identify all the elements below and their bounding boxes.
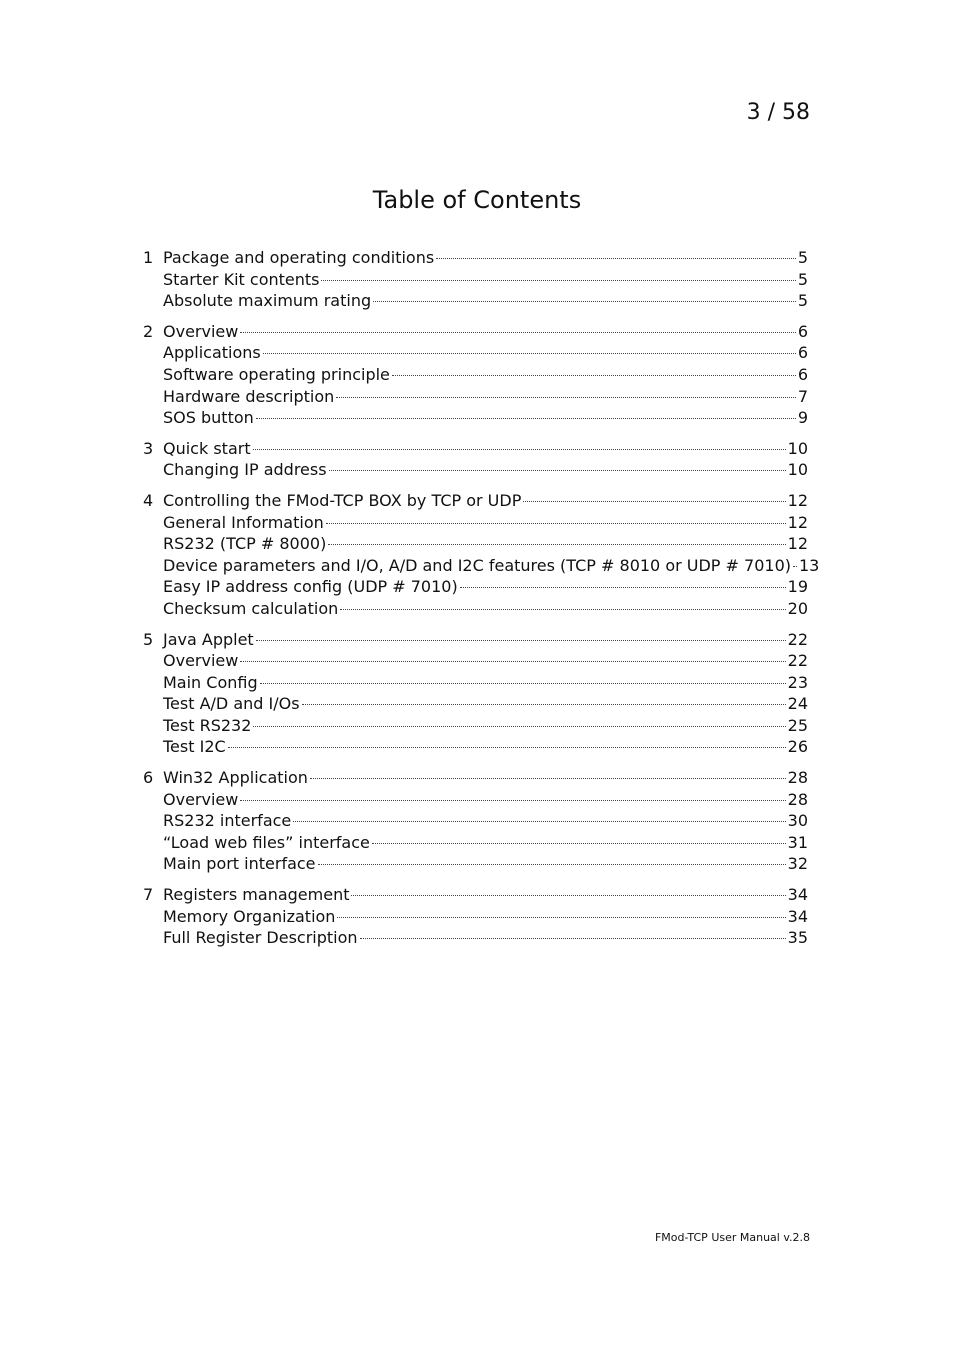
- toc-entry-label: Software operating principle: [163, 364, 390, 384]
- toc-chapter-entry[interactable]: [143, 247, 808, 269]
- toc-entry-label: Memory Organization: [163, 906, 336, 926]
- toc-entry-page: 25: [787, 715, 808, 735]
- toc-subsection-entry[interactable]: [143, 736, 808, 758]
- dot-leader: [351, 895, 785, 896]
- toc-entry-page: 34: [787, 906, 808, 926]
- toc-chapter-number: 5: [143, 629, 154, 649]
- dot-leader: [310, 778, 786, 779]
- toc-entry-page: 10: [787, 460, 808, 480]
- toc-subsection-entry[interactable]: [143, 269, 808, 291]
- toc-entry-label: Quick start: [163, 438, 251, 458]
- toc-entry-page: 12: [787, 490, 808, 510]
- toc-entry-label: Controlling the FMod-TCP BOX by TCP or UDP: [163, 490, 522, 510]
- dot-leader: [256, 640, 786, 641]
- toc-entry-page: 26: [787, 737, 808, 757]
- toc-entry-page: 28: [787, 768, 808, 788]
- toc-entry-label: Hardware description: [163, 386, 335, 406]
- toc-subsection-entry[interactable]: [143, 576, 808, 598]
- toc-entry-page: 31: [787, 832, 808, 852]
- toc-entry-page: 30: [787, 811, 808, 831]
- toc-subsection-entry[interactable]: [143, 598, 808, 620]
- dot-leader: [253, 726, 785, 727]
- dot-leader: [302, 704, 786, 705]
- toc-entry-label: Checksum calculation: [163, 598, 339, 618]
- toc-entry-page: 34: [787, 885, 808, 905]
- toc-entry-page: 12: [787, 512, 808, 532]
- toc-entry-page: 7: [797, 386, 808, 406]
- toc-subsection-entry[interactable]: [143, 927, 808, 949]
- toc-entry-page: 23: [787, 672, 808, 692]
- toc-subsection-entry[interactable]: [143, 290, 808, 312]
- toc-chapter-entry[interactable]: [143, 490, 808, 512]
- toc-entry-label: General Information: [163, 512, 324, 532]
- dot-leader: [260, 683, 786, 684]
- dot-leader: [240, 800, 785, 801]
- toc-entry-label: Java Applet: [163, 629, 254, 649]
- toc-subsection-entry[interactable]: [143, 715, 808, 737]
- dot-leader: [336, 397, 796, 398]
- toc-subsection-entry[interactable]: [143, 832, 808, 854]
- toc-entry-label: Easy IP address config (UDP # 7010): [163, 577, 458, 597]
- toc-entry-page: 12: [787, 534, 808, 554]
- toc-entry-label: Starter Kit contents: [163, 269, 320, 289]
- dot-leader: [360, 938, 786, 939]
- page-number: 3 / 58: [746, 100, 810, 125]
- dot-leader: [793, 566, 797, 567]
- dot-leader: [263, 353, 796, 354]
- toc-section: [143, 629, 808, 759]
- toc-chapter-number: 1: [143, 248, 154, 267]
- toc-subsection-entry[interactable]: [143, 672, 808, 694]
- toc-subsection-entry[interactable]: [143, 555, 820, 577]
- toc-chapter-entry[interactable]: [143, 438, 808, 460]
- dot-leader: [337, 917, 785, 918]
- toc-entry-page: 9: [797, 408, 808, 428]
- toc-subsection-entry[interactable]: [143, 906, 808, 928]
- toc-entry-label: Applications: [163, 343, 261, 363]
- dot-leader: [240, 661, 785, 662]
- toc-chapter-number: 3: [143, 438, 154, 458]
- toc-entry-page: 22: [787, 629, 808, 649]
- toc-entry-label: Registers management: [163, 885, 350, 905]
- toc-subsection-entry[interactable]: [143, 789, 808, 811]
- toc-subsection-entry[interactable]: [143, 512, 808, 534]
- toc-entry-page: 28: [787, 789, 808, 809]
- table-of-contents: [143, 247, 820, 958]
- dot-leader: [372, 843, 786, 844]
- toc-entry-label: “Load web files” interface: [163, 832, 370, 852]
- toc-entry-page: 5: [797, 291, 808, 311]
- toc-subsection-entry[interactable]: [143, 459, 808, 481]
- toc-entry-page: 5: [797, 248, 808, 267]
- toc-subsection-entry[interactable]: [143, 364, 808, 386]
- toc-subsection-entry[interactable]: [143, 810, 808, 832]
- toc-entry-label: Package and operating conditions: [163, 248, 435, 267]
- dot-leader: [523, 501, 785, 502]
- toc-section: [143, 884, 808, 949]
- dot-leader: [293, 821, 785, 822]
- toc-subsection-entry[interactable]: [143, 386, 808, 408]
- toc-entry-page: 6: [797, 364, 808, 384]
- toc-entry-label: Test I2C: [163, 737, 226, 757]
- dot-leader: [326, 523, 786, 524]
- toc-section: [143, 321, 808, 429]
- footer-text: FMod-TCP User Manual v.2.8: [654, 1231, 810, 1244]
- toc-chapter-entry[interactable]: [143, 767, 808, 789]
- toc-entry-label: Changing IP address: [163, 460, 327, 480]
- toc-entry-page: 6: [797, 343, 808, 363]
- toc-entry-label: Win32 Application: [163, 768, 308, 788]
- toc-entry-label: Test RS232: [163, 715, 252, 735]
- toc-entry-page: 24: [787, 694, 808, 714]
- toc-entry-page: 35: [787, 928, 808, 948]
- toc-entry-label: RS232 (TCP # 8000): [163, 534, 327, 554]
- dot-leader: [329, 470, 786, 471]
- toc-section: [143, 438, 808, 481]
- toc-entry-label: SOS button: [163, 408, 254, 428]
- toc-entry-page: 6: [797, 321, 808, 341]
- dot-leader: [240, 332, 795, 333]
- toc-entry-label: Overview: [163, 651, 239, 671]
- toc-subsection-entry[interactable]: [143, 407, 808, 429]
- dot-leader: [340, 609, 785, 610]
- toc-chapter-entry[interactable]: [143, 321, 808, 343]
- toc-entry-label: Device parameters and I/O, A/D and I2C features (TCP # 8010 or UDP # 7010): [163, 555, 791, 575]
- toc-entry-label: Main Config: [163, 672, 258, 692]
- toc-entry-page: 5: [797, 269, 808, 289]
- toc-entry-label: Absolute maximum rating: [163, 291, 372, 311]
- dot-leader: [321, 280, 795, 281]
- toc-entry-label: Full Register Description: [163, 928, 358, 948]
- dot-leader: [436, 258, 796, 259]
- dot-leader: [328, 544, 785, 545]
- toc-entry-label: RS232 interface: [163, 811, 292, 831]
- toc-chapter-number: 6: [143, 768, 154, 788]
- toc-section: [143, 767, 808, 875]
- toc-entry-label: Main port interface: [163, 854, 316, 874]
- dot-leader: [460, 587, 786, 588]
- dot-leader: [373, 301, 796, 302]
- toc-subsection-entry[interactable]: [143, 650, 808, 672]
- toc-entry-page: 19: [787, 577, 808, 597]
- dot-leader: [318, 864, 786, 865]
- toc-section: [143, 247, 808, 312]
- toc-entry-label: Test A/D and I/Os: [163, 694, 300, 714]
- toc-entry-page: 32: [787, 854, 808, 874]
- toc-chapter-number: 2: [143, 321, 154, 341]
- dot-leader: [253, 449, 786, 450]
- dot-leader: [256, 418, 796, 419]
- toc-subsection-entry[interactable]: [143, 853, 808, 875]
- toc-subsection-entry[interactable]: [143, 533, 808, 555]
- toc-chapter-entry[interactable]: [143, 629, 808, 651]
- dot-leader: [392, 375, 796, 376]
- toc-entry-page: 20: [787, 598, 808, 618]
- toc-entry-label: Overview: [163, 789, 239, 809]
- toc-section: [143, 490, 820, 620]
- page-title: Table of Contents: [372, 186, 582, 214]
- dot-leader: [228, 747, 786, 748]
- toc-subsection-entry[interactable]: [143, 693, 808, 715]
- toc-subsection-entry[interactable]: [143, 342, 808, 364]
- toc-entry-page: 22: [787, 651, 808, 671]
- toc-entry-page: 10: [787, 438, 808, 458]
- toc-chapter-entry[interactable]: [143, 884, 808, 906]
- toc-entry-page: 13: [798, 555, 820, 575]
- toc-chapter-number: 4: [143, 490, 154, 510]
- toc-entry-label: Overview: [163, 321, 239, 341]
- toc-chapter-number: 7: [143, 885, 154, 905]
